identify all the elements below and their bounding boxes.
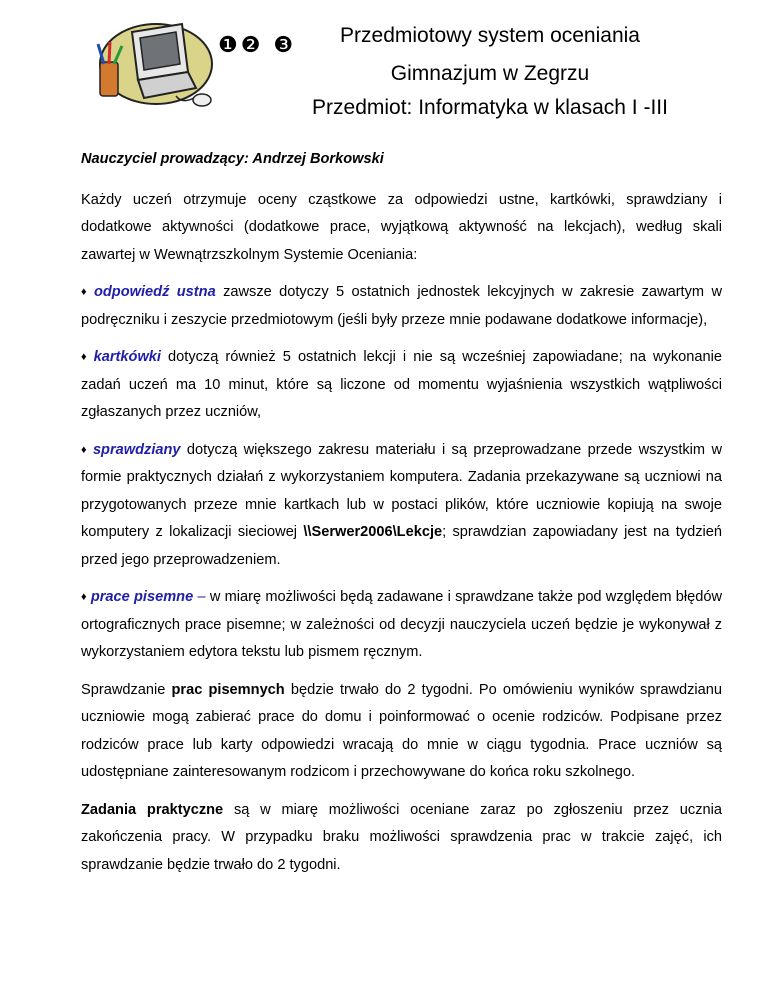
diamond-bullet-icon: ♦ (81, 286, 90, 298)
term-oral: odpowiedź ustna (93, 284, 216, 300)
tests-text-after: ; sprawdzian zapowiadany jest na tydzień przed jego przeprowadzeniem. (81, 524, 722, 568)
diamond-bullet-icon: ♦ (81, 443, 89, 456)
checking-paragraph (81, 677, 722, 787)
bullet-tests (81, 437, 722, 575)
written-text: w miarę możliwości będą zadawane i sprawdzane także pod względem błędów ortograficznych prace pisemne; w zależności od decyzji nauczyciela uczeń będzie je wykonywał z wykorzystaniem edytora tekstu lub pismem ręcznym. (81, 589, 722, 660)
diamond-bullet-icon: ♦ (81, 591, 87, 603)
term-dash: – (193, 589, 206, 605)
step-numbers: ❶❷ ❸ (218, 33, 297, 58)
bullet-quizzes (81, 344, 722, 427)
term-written: prace pisemne (90, 589, 194, 605)
network-path: \\Serwer2006\Lekcje (303, 524, 443, 540)
checking-pre: Sprawdzanie (81, 681, 172, 698)
computer-clipart-icon (96, 14, 216, 114)
quizzes-text: dotyczą również 5 ostatnich lekcji i nie są wcześniej zapowiadane; na wykonanie zadań uczeń ma 10 minut, które są liczone od momentu wyjaśnienia wszystkich wątpliwości zgłaszanych przez uczniów, (81, 349, 722, 420)
oral-text: zawsze dotyczy 5 ostatnich jednostek lekcyjnych w zakresie zawartym w podręczniku i zeszycie przedmiotowym (jeśli były przeze mnie podawane dodatkowe informacje), (81, 284, 722, 328)
practical-bold: Zadania praktyczne (81, 801, 224, 818)
term-quizzes: kartkówki (93, 349, 161, 365)
bullet-oral (81, 279, 722, 334)
page-title: Przedmiotowy system oceniania (340, 24, 640, 47)
bullet-written (81, 584, 722, 667)
practical-paragraph (81, 797, 722, 880)
checking-post: będzie trwało do 2 tygodni. Po omówieniu wyników sprawdzianu uczniowie mogą zabierać prace do domu i poinformować o ocenie rodziców. Podpisane przez rodziców prace lub karty odpowiedzi wracają do mnie w ciągu tygodnia. Prace uczniów są udostępniane zainteresowanym rodzicom i przechowywane do końca roku szkolnego. (81, 681, 722, 780)
teacher-line: Nauczyciel prowadzący: Andrzej Borkowski (81, 151, 384, 167)
term-tests: sprawdziany (92, 441, 181, 458)
tests-text-before: dotyczą większego zakresu materiału i są przeprowadzane przede wszystkim w formie praktycznych działań z wykorzystaniem komputera. Zadania przekazywane są uczniowi na przygotowanych przeze mnie kartkach lub w postaci plików, które uczniowie kopiują na swoje komputery z lokalizacji sieciowej (81, 441, 722, 540)
diamond-bullet-icon: ♦ (81, 351, 90, 363)
subject-line: Przedmiot: Informatyka w klasach I -III (312, 96, 668, 119)
intro-paragraph: Każdy uczeń otrzymuje oceny cząstkowe za odpowiedzi ustne, kartkówki, sprawdziany i dodatkowe aktywności (dodatkowe prace, wyjątkową aktywność na lekcjach), według skali zawartej w Wewnątrzszkolnym Systemie Oceniania: (81, 191, 722, 263)
document-body (81, 146, 722, 889)
checking-bold: prac pisemnych (171, 681, 285, 698)
school-name: Gimnazjum w Zegrzu (390, 62, 590, 85)
practical-post: są w miarę możliwości oceniane zaraz po zgłoszeniu przez ucznia zakończenia pracy. W przypadku braku możliwości sprawdzenia prac w trakcie zajęć, ich sprawdzanie będzie trwało do 2 tygodni. (81, 801, 722, 873)
